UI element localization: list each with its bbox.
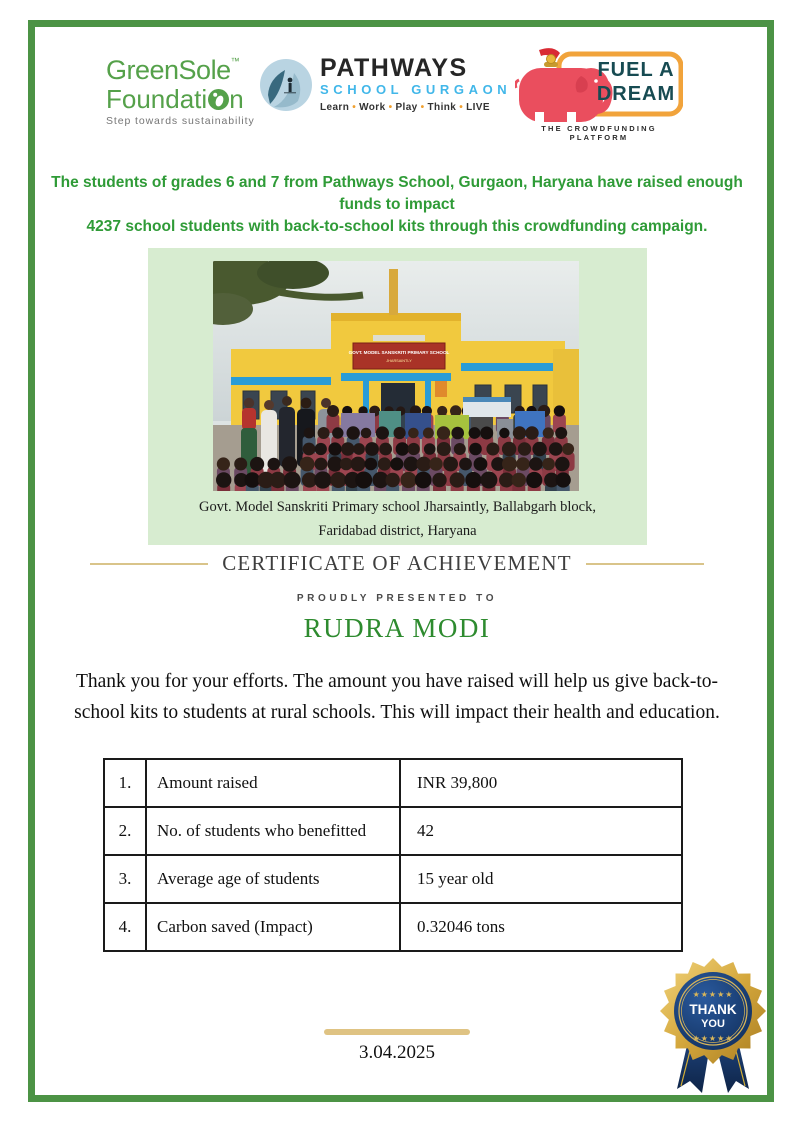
row-value: 15 year old xyxy=(400,855,682,903)
photo-caption xyxy=(148,495,647,543)
pathways-motto-word: Think xyxy=(427,102,457,113)
school-photo-card xyxy=(148,248,647,545)
table-row xyxy=(104,807,682,855)
impact-table xyxy=(103,758,683,952)
pathways-globe-icon xyxy=(260,59,312,111)
pathways-motto-word: LIVE xyxy=(466,102,490,113)
row-value: 0.32046 tons xyxy=(400,903,682,951)
fuel-a-dream-logo xyxy=(515,46,683,142)
thank-you-message-line1: Thank you for your efforts. The amount you have raised will help us give back-to- xyxy=(75,671,719,692)
pathways-motto-word: Play xyxy=(395,102,418,113)
title-rule-right xyxy=(586,563,704,565)
greensole-name xyxy=(106,57,266,84)
fuel-a-dream-title-line2: DREAM xyxy=(596,83,676,105)
title-rule-left xyxy=(90,563,208,565)
thank-you-message-line2: school kits to students at rural schools. This will impact their health and education. xyxy=(74,702,720,723)
pathways-motto-dot: • xyxy=(420,102,425,113)
pathways-school-logo xyxy=(260,56,511,113)
certificate-title: CERTIFICATE OF ACHIEVEMENT xyxy=(222,551,572,575)
greensole-foundation-line xyxy=(106,86,266,112)
pathways-subtitle: SCHOOL GURGAON xyxy=(320,82,512,97)
row-label: Average age of students xyxy=(146,855,400,903)
row-number: 2. xyxy=(104,807,146,855)
greensole-foundation-logo xyxy=(106,57,266,127)
row-label: Amount raised xyxy=(146,759,400,807)
badge-you-text: YOU xyxy=(701,1018,725,1030)
announcement-line2: 4237 school students with back-to-school kits through this crowdfunding campaign. xyxy=(86,218,708,235)
fundraising-announcement xyxy=(40,172,754,238)
greensole-name-text: GreenSole xyxy=(106,55,231,85)
row-number: 1. xyxy=(104,759,146,807)
fuel-a-dream-title-line1: FUEL A xyxy=(597,59,675,81)
date-divider-line xyxy=(324,1029,470,1035)
row-number: 4. xyxy=(104,903,146,951)
date-text: 3.04.2025 xyxy=(359,1042,435,1063)
table-row xyxy=(104,903,682,951)
school-group-photo xyxy=(213,261,579,491)
pathways-motto-word: Work xyxy=(359,102,386,113)
row-label: Carbon saved (Impact) xyxy=(146,903,400,951)
pathways-motto-dot: • xyxy=(352,102,357,113)
thank-you-badge xyxy=(652,953,774,1103)
row-value: 42 xyxy=(400,807,682,855)
photo-caption-line2: Faridabad district, Haryana xyxy=(318,523,477,539)
table-row xyxy=(104,855,682,903)
trademark-symbol: ™ xyxy=(230,56,240,66)
school-sign-line1: GOVT. MODEL SANSKRITI PRIMARY SCHOOL xyxy=(348,350,450,355)
fuel-a-dream-tagline: THE CROWDFUNDING PLATFORM xyxy=(541,124,657,142)
greensole-foundation-text: Foundati xyxy=(106,84,208,114)
pathways-motto xyxy=(320,103,511,113)
badge-stars-bottom: ★★★★★ xyxy=(692,1034,734,1043)
pathways-motto-dot: • xyxy=(459,102,464,113)
pathways-motto-word: Learn xyxy=(320,102,350,113)
badge-thank-text: THANK xyxy=(689,1002,737,1017)
row-label: No. of students who benefitted xyxy=(146,807,400,855)
school-sign-line2: JHARSAINTLY xyxy=(386,359,412,363)
footprint-icon xyxy=(208,89,229,110)
thank-you-message xyxy=(26,666,768,728)
pathways-motto-dot: • xyxy=(388,102,393,113)
pathways-name: PATHWAYS xyxy=(320,54,468,82)
row-value: INR 39,800 xyxy=(400,759,682,807)
greensole-tagline: Step towards sustainability xyxy=(106,115,255,127)
photo-caption-line1: Govt. Model Sanskriti Primary school Jharsaintly, Ballabgarh block, xyxy=(199,499,596,515)
table-row xyxy=(104,759,682,807)
certificate-title-row xyxy=(0,551,794,576)
greensole-foundation-text-end: n xyxy=(229,84,244,114)
recipient-name: RUDRA MODI xyxy=(303,613,491,643)
announcement-line1: The students of grades 6 and 7 from Pathways School, Gurgaon, Haryana have raised enough funds to impact xyxy=(51,174,743,213)
presented-label: PROUDLY PRESENTED TO xyxy=(296,593,498,604)
badge-stars-top: ★★★★★ xyxy=(692,990,734,999)
row-number: 3. xyxy=(104,855,146,903)
